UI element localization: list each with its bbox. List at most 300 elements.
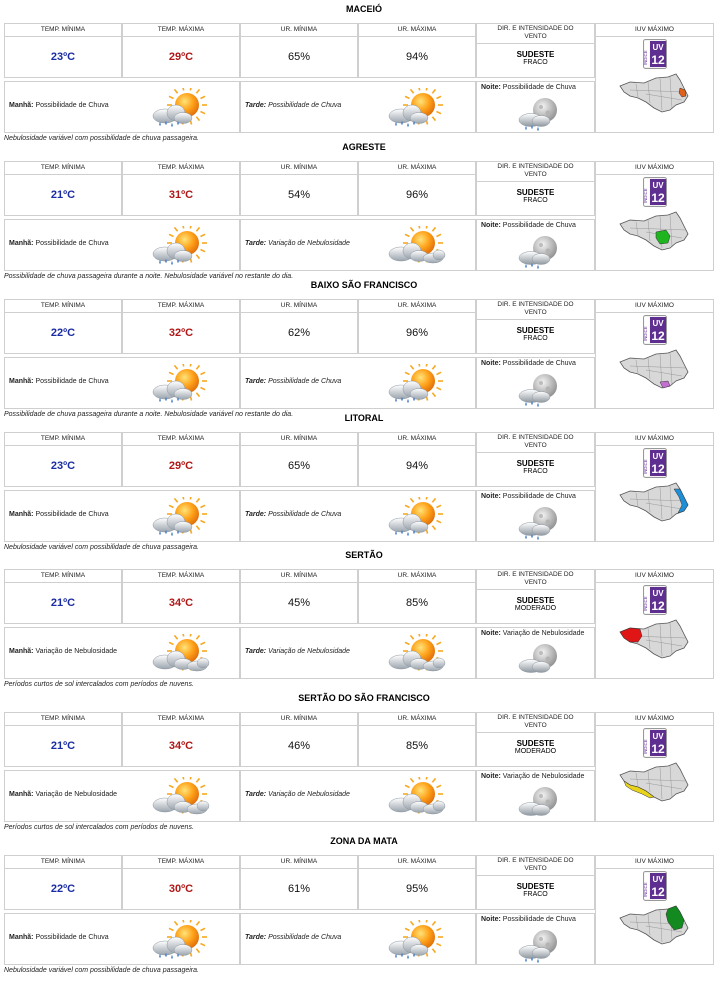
region-block [0,141,728,279]
humidity-min-header: UR. MÍNIMA [241,713,357,726]
sun-rain-icon [379,88,449,133]
wind-cell [476,299,595,354]
region-summary: Nebulosidade variável com possibilidade de chuva passageira. [4,135,199,142]
temp-min-cell [4,432,122,487]
afternoon-forecast [245,240,375,247]
uv-index-icon [643,871,665,899]
uv-cell [595,855,714,965]
humidity-max-value: 85% [405,740,429,752]
region-map-icon [616,904,692,953]
temp-max-cell [122,569,240,624]
night-text: Variação de Nebulosidade [502,630,585,637]
temp-max-cell [122,432,240,487]
uv-index-word: ÍNDICE [643,459,648,474]
morning-cell [4,770,240,822]
wind-header [477,570,594,590]
uv-index-icon [643,448,665,476]
afternoon-text: Possibilidade de Chuva [268,511,342,518]
temp-max-value: 31ºC [168,189,194,201]
wind-cell [476,432,595,487]
uv-cell [595,712,714,822]
humidity-max-cell [358,161,476,216]
humidity-max-value: 85% [405,597,429,609]
afternoon-label: Tarde: [245,378,267,385]
uv-index-word: ÍNDICE [643,596,648,611]
morning-cell [4,81,240,133]
humidity-min-value: 46% [287,740,311,752]
night-cell [476,81,595,133]
morning-label: Manhã: [9,934,34,941]
humidity-min-value: 65% [287,460,311,472]
moon-rain-icon [513,94,565,137]
uv-index-word: ÍNDICE [643,188,648,203]
sun-cloud-icon [143,634,213,679]
region-title: SERTÃO DO SÃO FRANCISCO [298,693,430,703]
sun-rain-icon [143,497,213,542]
temp-max-header: TEMP. MÁXIMA [123,856,239,869]
sun-rain-icon [143,364,213,409]
temp-min-value: 21ºC [50,740,76,752]
region-map-icon [616,210,692,259]
morning-label: Manhã: [9,648,34,655]
uv-index-icon [643,585,665,613]
sun-rain-icon [379,920,449,965]
svg-text:12: 12 [651,462,665,476]
temp-min-value: 22ºC [50,327,76,339]
morning-forecast [9,791,119,798]
wind-intensity: FRACO [523,335,548,342]
temp-max-header: TEMP. MÁXIMA [123,300,239,313]
humidity-min-header: UR. MÍNIMA [241,162,357,175]
temp-max-value: 30ºC [168,883,194,895]
wind-cell [476,569,595,624]
afternoon-text: Variação de Nebulosidade [268,240,350,247]
region-block [0,692,728,830]
afternoon-label: Tarde: [245,511,267,518]
afternoon-cell [240,81,476,133]
night-label: Noite: [481,916,501,923]
svg-text:UV: UV [652,732,664,741]
morning-text: Variação de Nebulosidade [35,791,118,798]
afternoon-cell [240,357,476,409]
svg-text:12: 12 [651,885,665,899]
wind-direction: SUDESTE [516,188,555,197]
afternoon-forecast [245,511,375,518]
night-text: Variação de Nebulosidade [502,773,585,780]
sun-cloud-icon [379,777,449,822]
temp-max-value: 32ºC [168,327,194,339]
humidity-min-cell [240,855,358,910]
temp-min-value: 23ºC [50,51,76,63]
svg-text:UV: UV [652,43,664,52]
humidity-max-header: UR. MÁXIMA [359,162,475,175]
wind-header-line1: DIR. E INTENSIDADE DO [497,434,574,441]
humidity-max-value: 96% [405,327,429,339]
region-map-icon [616,761,692,810]
sun-rain-icon [379,497,449,542]
wind-intensity: FRACO [523,59,548,66]
humidity-max-cell [358,23,476,78]
region-map-icon [616,481,692,530]
humidity-min-header: UR. MÍNIMA [241,24,357,37]
uv-header: IUV MÁXIMO [596,433,713,446]
wind-header-line2: VENTO [524,865,547,872]
wind-intensity: FRACO [523,468,548,475]
humidity-min-value: 65% [287,51,311,63]
afternoon-cell [240,913,476,965]
temp-min-header: TEMP. MÍNIMA [5,570,121,583]
morning-forecast [9,648,119,655]
wind-direction: SUDESTE [516,596,555,605]
wind-header-line2: VENTO [524,722,547,729]
wind-intensity: FRACO [523,197,548,204]
svg-text:UV: UV [652,452,664,461]
night-forecast [481,630,593,637]
night-text: Possibilidade de Chuva [502,916,576,923]
temp-min-cell [4,569,122,624]
uv-header: IUV MÁXIMO [596,162,713,175]
night-cell [476,490,595,542]
morning-label: Manhã: [9,511,34,518]
wind-intensity: MODERADO [514,605,557,612]
humidity-min-value: 61% [287,883,311,895]
temp-min-value: 23ºC [50,460,76,472]
humidity-max-cell [358,299,476,354]
afternoon-cell [240,627,476,679]
night-text: Possibilidade de Chuva [502,493,576,500]
uv-header: IUV MÁXIMO [596,570,713,583]
wind-header-line2: VENTO [524,579,547,586]
afternoon-text: Variação de Nebulosidade [268,648,350,655]
temp-max-cell [122,23,240,78]
moon-rain-icon [513,370,565,413]
morning-cell [4,357,240,409]
temp-min-header: TEMP. MÍNIMA [5,24,121,37]
morning-cell [4,627,240,679]
temp-min-value: 21ºC [50,597,76,609]
wind-direction: SUDESTE [516,739,555,748]
humidity-max-header: UR. MÁXIMA [359,570,475,583]
humidity-max-header: UR. MÁXIMA [359,713,475,726]
region-summary: Possibilidade de chuva passageira durante a noite. Nebulosidade variável no restante do dia. [4,273,294,280]
wind-header-line1: DIR. E INTENSIDADE DO [497,301,574,308]
temp-max-value: 29ºC [168,460,194,472]
temp-min-cell [4,855,122,910]
temp-min-header: TEMP. MÍNIMA [5,162,121,175]
afternoon-label: Tarde: [245,648,267,655]
afternoon-cell [240,490,476,542]
wind-cell [476,712,595,767]
night-forecast [481,222,593,229]
afternoon-cell [240,770,476,822]
uv-index-word: ÍNDICE [643,739,648,754]
afternoon-label: Tarde: [245,934,267,941]
temp-max-header: TEMP. MÁXIMA [123,24,239,37]
wind-header-line1: DIR. E INTENSIDADE DO [497,163,574,170]
humidity-max-header: UR. MÁXIMA [359,856,475,869]
wind-header-line1: DIR. E INTENSIDADE DO [497,714,574,721]
night-label: Noite: [481,630,501,637]
night-forecast [481,360,593,367]
humidity-min-header: UR. MÍNIMA [241,300,357,313]
temp-min-cell [4,299,122,354]
temp-max-header: TEMP. MÁXIMA [123,713,239,726]
svg-text:UV: UV [652,319,664,328]
region-summary: Nebulosidade variável com possibilidade de chuva passageira. [4,544,199,551]
region-summary: Períodos curtos de sol intercalados com períodos de nuvens. [4,824,194,831]
temp-max-value: 29ºC [168,51,194,63]
region-title: MACEIÓ [346,4,382,14]
temp-min-header: TEMP. MÍNIMA [5,300,121,313]
temp-max-value: 34ºC [168,740,194,752]
sun-cloud-icon [379,634,449,679]
night-text: Possibilidade de Chuva [502,84,576,91]
wind-cell [476,161,595,216]
morning-label: Manhã: [9,791,34,798]
afternoon-text: Possibilidade de Chuva [268,934,342,941]
temp-max-cell [122,299,240,354]
uv-cell [595,161,714,271]
morning-label: Manhã: [9,240,34,247]
wind-header-line2: VENTO [524,33,547,40]
uv-cell [595,23,714,133]
region-title: BAIXO SÃO FRANCISCO [310,280,418,290]
night-text: Possibilidade de Chuva [502,222,576,229]
humidity-max-header: UR. MÁXIMA [359,24,475,37]
night-cell [476,770,595,822]
uv-index-word: ÍNDICE [643,882,648,897]
afternoon-label: Tarde: [245,791,267,798]
night-text: Possibilidade de Chuva [502,360,576,367]
night-forecast [481,84,593,91]
svg-text:12: 12 [651,599,665,613]
region-summary: Períodos curtos de sol intercalados com períodos de nuvens. [4,681,194,688]
afternoon-cell [240,219,476,271]
morning-label: Manhã: [9,378,34,385]
region-block [0,412,728,550]
morning-forecast [9,511,119,518]
humidity-max-cell [358,432,476,487]
uv-cell [595,569,714,679]
night-forecast [481,916,593,923]
morning-forecast [9,934,119,941]
region-title: SERTÃO [345,550,383,560]
humidity-min-header: UR. MÍNIMA [241,433,357,446]
morning-cell [4,219,240,271]
temp-max-cell [122,855,240,910]
wind-direction: SUDESTE [516,50,555,59]
wind-header [477,24,594,44]
morning-forecast [9,378,119,385]
humidity-min-cell [240,161,358,216]
night-cell [476,627,595,679]
uv-cell [595,432,714,542]
afternoon-text: Possibilidade de Chuva [268,378,342,385]
uv-index-icon [643,315,665,343]
night-label: Noite: [481,773,501,780]
wind-header [477,856,594,876]
afternoon-forecast [245,378,375,385]
svg-text:UV: UV [652,875,664,884]
temp-max-cell [122,161,240,216]
region-map-icon [616,618,692,667]
humidity-max-value: 94% [405,51,429,63]
temp-min-cell [4,712,122,767]
temp-min-header: TEMP. MÍNIMA [5,713,121,726]
wind-header [477,433,594,453]
wind-intensity: FRACO [523,891,548,898]
uv-header: IUV MÁXIMO [596,24,713,37]
uv-header: IUV MÁXIMO [596,713,713,726]
temp-min-header: TEMP. MÍNIMA [5,856,121,869]
svg-text:12: 12 [651,329,665,343]
svg-text:12: 12 [651,191,665,205]
humidity-max-header: UR. MÁXIMA [359,300,475,313]
night-forecast [481,493,593,500]
wind-direction: SUDESTE [516,882,555,891]
wind-cell [476,23,595,78]
wind-header [477,162,594,182]
region-summary: Nebulosidade variável com possibilidade de chuva passageira. [4,967,199,974]
humidity-min-header: UR. MÍNIMA [241,570,357,583]
moon-rain-icon [513,232,565,275]
temp-max-value: 34ºC [168,597,194,609]
humidity-min-value: 54% [287,189,311,201]
humidity-max-value: 96% [405,189,429,201]
wind-header-line1: DIR. E INTENSIDADE DO [497,857,574,864]
sun-cloud-icon [379,226,449,271]
humidity-min-cell [240,712,358,767]
region-title: AGRESTE [342,142,386,152]
morning-text: Variação de Nebulosidade [35,648,118,655]
temp-min-header: TEMP. MÍNIMA [5,433,121,446]
wind-header [477,713,594,733]
region-title: LITORAL [344,413,384,423]
region-block [0,835,728,973]
humidity-min-cell [240,23,358,78]
wind-header-line2: VENTO [524,309,547,316]
uv-index-icon [643,39,665,67]
night-label: Noite: [481,493,501,500]
humidity-min-cell [240,299,358,354]
morning-text: Possibilidade de Chuva [35,240,109,247]
afternoon-label: Tarde: [245,102,267,109]
wind-direction: SUDESTE [516,459,555,468]
svg-text:12: 12 [651,742,665,756]
wind-header [477,300,594,320]
afternoon-forecast [245,934,375,941]
night-label: Noite: [481,222,501,229]
uv-header: IUV MÁXIMO [596,856,713,869]
moon-rain-icon [513,503,565,546]
moon-cloud-icon [513,783,565,826]
uv-index-icon [643,177,665,205]
region-title: ZONA DA MATA [330,836,398,846]
sun-rain-icon [143,226,213,271]
temp-max-header: TEMP. MÁXIMA [123,570,239,583]
svg-text:UV: UV [652,181,664,190]
wind-header-line1: DIR. E INTENSIDADE DO [497,571,574,578]
wind-intensity: MODERADO [514,748,557,755]
morning-text: Possibilidade de Chuva [35,378,109,385]
temp-min-cell [4,23,122,78]
wind-header-line2: VENTO [524,171,547,178]
svg-text:UV: UV [652,589,664,598]
night-cell [476,913,595,965]
humidity-min-value: 45% [287,597,311,609]
svg-text:12: 12 [651,53,665,67]
region-block [0,3,728,141]
temp-min-cell [4,161,122,216]
uv-header: IUV MÁXIMO [596,300,713,313]
morning-text: Possibilidade de Chuva [35,934,109,941]
afternoon-label: Tarde: [245,240,267,247]
humidity-max-value: 95% [405,883,429,895]
region-summary: Possibilidade de chuva passageira durante a noite. Nebulosidade variável no restante do dia. [4,411,294,418]
temp-min-value: 22ºC [50,883,76,895]
humidity-max-cell [358,569,476,624]
humidity-min-cell [240,569,358,624]
humidity-min-cell [240,432,358,487]
humidity-min-value: 62% [287,327,311,339]
afternoon-text: Possibilidade de Chuva [268,102,342,109]
temp-min-value: 21ºC [50,189,76,201]
afternoon-forecast [245,648,375,655]
night-forecast [481,773,593,780]
afternoon-forecast [245,102,375,109]
humidity-max-header: UR. MÁXIMA [359,433,475,446]
humidity-max-value: 94% [405,460,429,472]
wind-header-line1: DIR. E INTENSIDADE DO [497,25,574,32]
uv-index-word: ÍNDICE [643,50,648,65]
morning-text: Possibilidade de Chuva [35,511,109,518]
moon-cloud-icon [513,640,565,683]
sun-rain-icon [379,364,449,409]
uv-index-word: ÍNDICE [643,326,648,341]
wind-direction: SUDESTE [516,326,555,335]
night-label: Noite: [481,360,501,367]
morning-label: Manhã: [9,102,34,109]
region-map-icon [616,72,692,121]
night-cell [476,357,595,409]
uv-cell [595,299,714,409]
temp-max-header: TEMP. MÁXIMA [123,162,239,175]
morning-forecast [9,102,119,109]
night-label: Noite: [481,84,501,91]
morning-cell [4,490,240,542]
temp-max-header: TEMP. MÁXIMA [123,433,239,446]
humidity-min-header: UR. MÍNIMA [241,856,357,869]
sun-rain-icon [143,88,213,133]
night-cell [476,219,595,271]
region-block [0,279,728,417]
humidity-max-cell [358,712,476,767]
wind-header-line2: VENTO [524,442,547,449]
region-map-icon [616,348,692,397]
sun-rain-icon [143,920,213,965]
temp-max-cell [122,712,240,767]
moon-rain-icon [513,926,565,969]
morning-text: Possibilidade de Chuva [35,102,109,109]
afternoon-forecast [245,791,375,798]
sun-cloud-icon [143,777,213,822]
wind-cell [476,855,595,910]
uv-index-icon [643,728,665,756]
region-block [0,549,728,687]
morning-cell [4,913,240,965]
morning-forecast [9,240,119,247]
humidity-max-cell [358,855,476,910]
